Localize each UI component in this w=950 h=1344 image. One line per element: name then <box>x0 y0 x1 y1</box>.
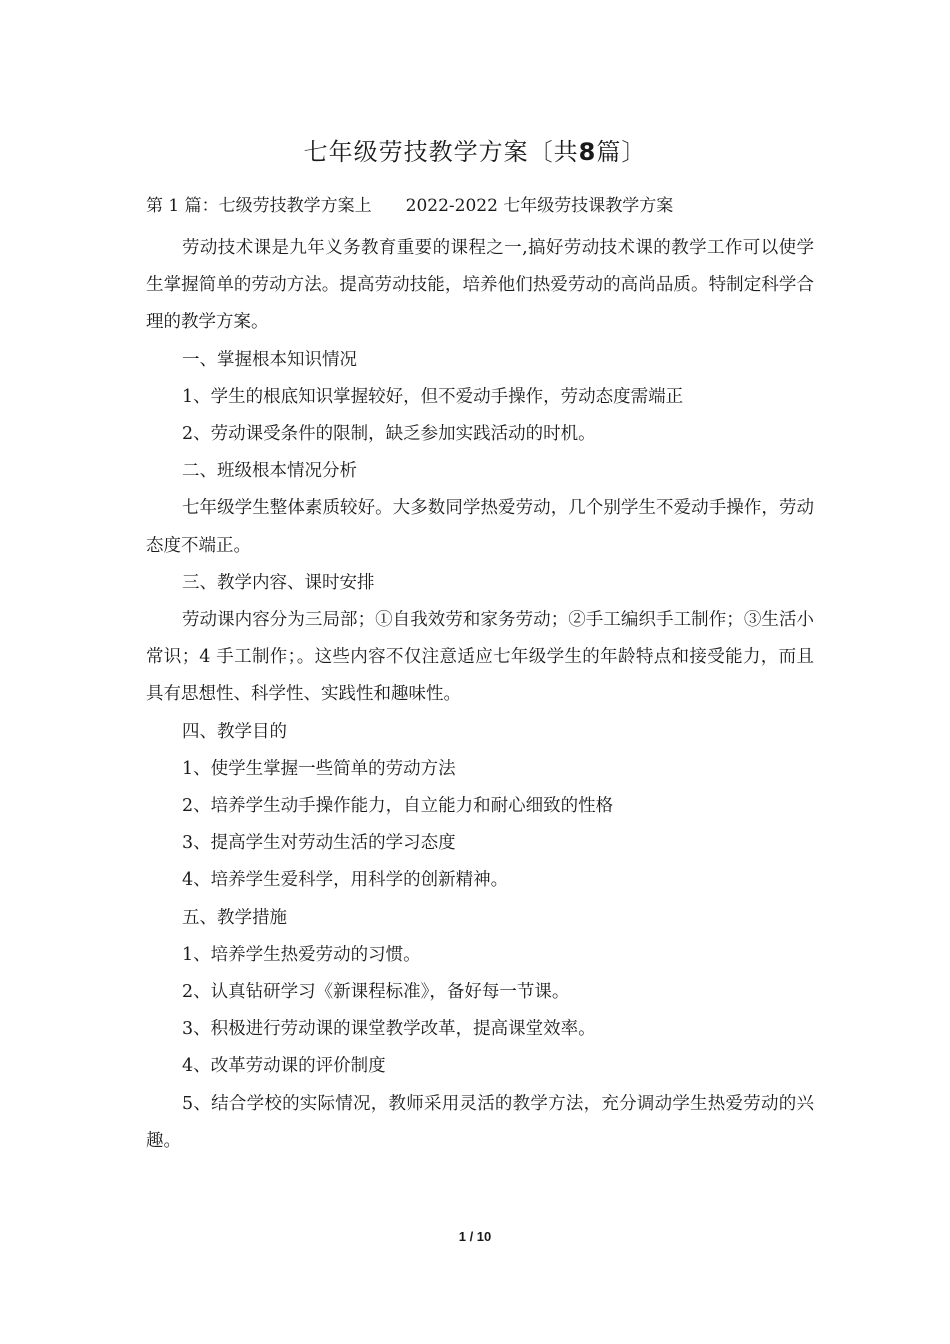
heading-section-2: 二、班级根本情况分析 <box>182 461 357 482</box>
subheading-left: 第 1 篇：七级劳技教学方案上 <box>146 196 372 216</box>
list-item: 1、培养学生热爱劳动的习惯。 <box>182 944 421 965</box>
list-item: 3、积极进行劳动课的课堂教学改革，提高课堂效率。 <box>182 1019 596 1040</box>
title-prefix: 七年级劳技教学方案〔共 <box>303 138 579 166</box>
paragraph-class-analysis: 七年级学生整体素质较好。大多数同学热爱劳动，几个别学生不爱动手操作，劳动态度不端正。 <box>146 498 814 556</box>
list-item: 2、认真钻研学习《新课程标准》，备好每一节课。 <box>182 982 570 1003</box>
list-item: 3、提高学生对劳动生活的学习态度 <box>182 833 456 854</box>
document-body <box>146 230 814 1160</box>
list-item: 2、培养学生动手操作能力，自立能力和耐心细致的性格 <box>182 796 614 817</box>
title-suffix: 篇〕 <box>596 138 647 166</box>
heading-section-3: 三、教学内容、课时安排 <box>182 572 375 593</box>
list-item: 1、学生的根底知识掌握较好，但不爱动手操作，劳动态度需端正 <box>182 386 684 407</box>
paragraph-content: 劳动课内容分为三局部；①自我效劳和家务劳动；②手工编织手工制作；③生活小常识；4 手工制作；。这些内容不仅注意适应七年级学生的年龄特点和接受能力，而且具有思想性、科学性、实践性和趣味性。 <box>146 610 814 705</box>
section-subheading <box>146 193 673 219</box>
heading-section-4: 四、教学目的 <box>182 721 287 742</box>
title-number: 8 <box>578 138 597 166</box>
list-item: 4、改革劳动课的评价制度 <box>182 1056 386 1077</box>
list-item: 1、使学生掌握一些简单的劳动方法 <box>182 758 456 779</box>
list-item: 2、劳动课受条件的限制，缺乏参加实践活动的时机。 <box>182 424 596 445</box>
page-indicator: 1 / 10 <box>458 1229 492 1244</box>
heading-section-5: 五、教学措施 <box>182 907 287 928</box>
list-item: 5、结合学校的实际情况，教师采用灵活的教学方法，充分调动学生热爱劳动的兴趣。 <box>146 1093 814 1151</box>
heading-section-1: 一、掌握根本知识情况 <box>182 349 357 370</box>
paragraph-intro: 劳动技术课是九年义务教育重要的课程之一,搞好劳动技术课的教学工作可以使学生掌握简单的劳动方法。提高劳动技能，培养他们热爱劳动的高尚品质。特制定科学合理的教学方案。 <box>146 238 814 333</box>
document-title <box>0 136 950 168</box>
subheading-right: 2022-2022 七年级劳技课教学方案 <box>405 196 674 216</box>
list-item: 4、培养学生爱科学，用科学的创新精神。 <box>182 870 509 891</box>
